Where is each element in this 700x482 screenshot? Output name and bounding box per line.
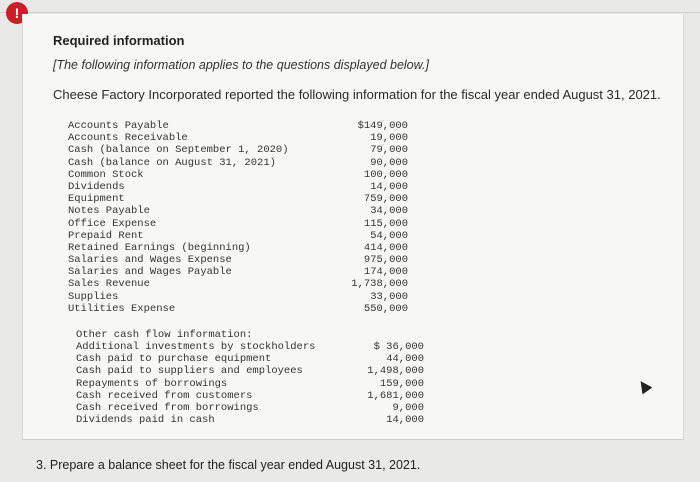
alert-icon: ! [6, 2, 28, 24]
list-item: Retained Earnings (beginning) 414,000 [68, 241, 408, 254]
list-item: Prepaid Rent 54,000 [68, 229, 408, 242]
list-item: Common Stock 100,000 [68, 168, 408, 181]
required-title: Required information [53, 33, 185, 48]
top-divider [0, 12, 700, 13]
list-item: Cash received from customers 1,681,000 [76, 389, 424, 402]
list-item: Cash (balance on August 31, 2021) 90,000 [68, 156, 408, 169]
list-item: Office Expense 115,000 [68, 217, 408, 230]
question-text: 3. Prepare a balance sheet for the fiscal year ended August 31, 2021. [36, 458, 421, 472]
list-item: Salaries and Wages Expense 975,000 [68, 254, 408, 267]
cash-flow-list [76, 341, 424, 426]
list-item: Salaries and Wages Payable 174,000 [68, 266, 408, 279]
list-item: Dividends 14,000 [68, 180, 408, 193]
list-item: Equipment 759,000 [68, 193, 408, 206]
list-item: Cash (balance on September 1, 2020) 79,000 [68, 144, 408, 157]
cash-flow-title: Other cash flow information: [76, 329, 253, 341]
list-item: Repayments of borrowings 159,000 [76, 377, 424, 390]
list-item: Cash received from borrowings 9,000 [76, 401, 424, 414]
list-item: Utilities Expense 550,000 [68, 302, 408, 315]
list-item: Dividends paid in cash 14,000 [76, 414, 424, 427]
list-item: Cash paid to suppliers and employees 1,498,000 [76, 365, 424, 378]
list-item: Accounts Payable $149,000 [68, 120, 408, 132]
intro-text: Cheese Factory Incorporated reported the following information for the fiscal year ended August 31, 2021. [53, 87, 661, 102]
list-item: Additional investments by stockholders $ 36,000 [76, 341, 424, 353]
accounts-list [68, 120, 408, 315]
list-item: Cash paid to purchase equipment 44,000 [76, 353, 424, 366]
list-item: Accounts Receivable 19,000 [68, 132, 408, 145]
required-note: [The following information applies to the questions displayed below.] [53, 58, 429, 72]
list-item: Notes Payable 34,000 [68, 205, 408, 218]
list-item: Supplies 33,000 [68, 290, 408, 303]
list-item: Sales Revenue 1,738,000 [68, 278, 408, 291]
